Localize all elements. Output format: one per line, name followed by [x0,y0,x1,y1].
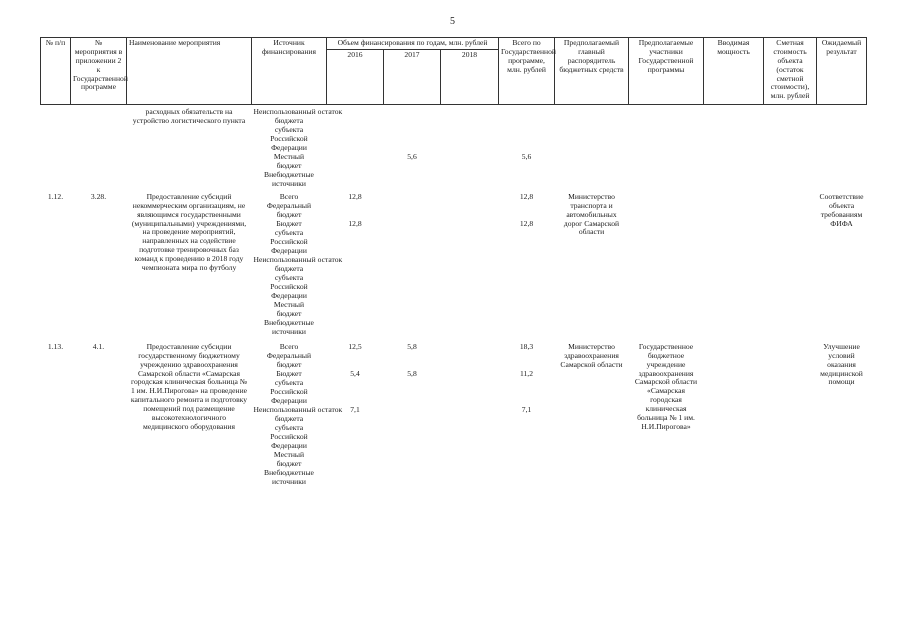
row-total-line [501,126,553,135]
row-2018-line [443,406,497,415]
row-capacity [704,104,764,189]
row-total-line [501,247,553,256]
row-sources-line: Всего [279,341,299,351]
row-2018-line [443,229,497,238]
row-sources [252,337,343,487]
row-total-line: 7,1 [521,404,532,414]
col-header-measure-num: № мероприятия в приложении 2 к Государственной программе [71,38,127,105]
row-2017-line [386,310,439,319]
row-total-line [501,319,553,328]
row-sources-line: бюджет [276,308,302,318]
row-sources-line: Местный [273,299,305,309]
row-2018-line [443,274,497,283]
row-manager: Министерство здравоохранения Самарской области [560,341,623,369]
row-estimate [764,104,817,189]
row-manager [555,104,629,189]
row-2017-line [386,162,439,171]
row-2016-line [329,442,382,451]
row-sources-line: Федеральный [266,200,312,210]
row-2018-line [443,328,497,337]
col-header-volume: Объем финансирования по годам, млн. рублей [327,38,499,50]
row-sources-line: субъекта [274,124,304,134]
row-2017-line [386,415,439,424]
row-estimate [764,337,817,487]
row-2018-line [443,193,497,202]
row-sources [252,104,343,189]
row-sources-line: Федеральный [266,350,312,360]
col-header-2018: 2018 [441,49,499,104]
table-row [41,337,867,487]
row-sources-line: Федерации [271,440,307,450]
row-2016-line [329,117,382,126]
financing-table [40,37,867,487]
row-2017-line [386,478,439,487]
row-2017-line [386,328,439,337]
row-2017-line [386,451,439,460]
row-2017-line [386,424,439,433]
row-2017-line [386,442,439,451]
row-participants [629,104,704,189]
row-measure-num: 4.1. [92,341,105,351]
row-participants: Государственное бюджетное учреждение здравоохранения Самарской области «Самарская городская клиническая больница № 1 им. Н.И.Пирогова» [634,341,698,431]
row-total-line [501,328,553,337]
row-sources-line: Неиспользованный остаток [253,404,343,414]
row-total-line: 11,2 [520,368,534,378]
row-total-line [501,274,553,283]
col-header-source: Источник финансирования [252,38,327,105]
row-2016-line [329,162,382,171]
row-sources-line: Местный [273,449,305,459]
row-2018-line [443,424,497,433]
row-2017 [384,189,441,337]
row-2018-line [443,135,497,144]
row-total-line [501,424,553,433]
row-sources-line: бюджета [274,413,304,423]
row-2017-line [386,406,439,415]
row-sources-line: субъекта [274,422,304,432]
row-num: 1.12. [47,191,64,201]
row-2016-line [329,460,382,469]
row-sources-line: Федерации [271,245,307,255]
row-sources-line: Бюджет [276,368,302,378]
row-2016-line [329,153,382,162]
row-participants [629,189,704,337]
row-total-line [501,117,553,126]
row-2018-line [443,397,497,406]
row-2017-line: 5,8 [407,368,417,378]
row-2018-line [443,292,497,301]
row-2018-line [443,171,497,180]
row-2018-line [443,247,497,256]
row-total-line [501,460,553,469]
col-header-estimate: Сметная стоимость объекта (остаток сметной стоимости), млн. рублей [764,38,817,105]
row-sources-line: Федерации [271,142,307,152]
col-header-manager: Предполагаемый главный распорядитель бюджетных средств [555,38,629,105]
row-2018-line [443,144,497,153]
col-header-name: Наименование мероприятия [127,38,252,105]
row-2018-line [443,220,497,229]
row-2017-line [386,388,439,397]
row-sources-line: Российской [270,133,308,143]
row-total-line [501,265,553,274]
col-header-total: Всего по Государственной программе, млн. рублей [499,38,555,105]
row-2017-line [386,220,439,229]
row-2018-line [443,180,497,189]
row-sources-line: бюджета [274,263,304,273]
row-total-line [501,379,553,388]
row-sources-line: Российской [270,386,308,396]
row-total [499,337,555,487]
row-sources-line: субъекта [274,227,304,237]
row-2016-line [329,229,382,238]
col-header-result: Ожидаемый результат [817,38,867,105]
row-2016-line: 12,8 [348,191,362,201]
row-total-line [501,135,553,144]
row-total-line [501,433,553,442]
row-2017-line [386,117,439,126]
row-measure-num: 3.28. [90,191,107,201]
row-sources-line: Внебюджетные [264,467,314,477]
row-2016-line [329,180,382,189]
table-row [41,104,867,189]
row-2018-line [443,153,497,162]
row-result: Соответствие объекта требованиям ФИФА [819,191,864,228]
row-2018-line [443,310,497,319]
row-name: Предоставление субсидий некоммерческим организациям, не являющимся государственными (муниципальными) учреждениями, на проведение мероприятий, направленных на содействие подготовке тренировочных баз команд к проведению в 2018 году чемпионата мира по футболу [131,191,247,272]
row-sources-line: бюджет [276,160,302,170]
row-2018-line [443,301,497,310]
row-2018 [441,104,499,189]
row-2017-line: 5,8 [407,341,417,351]
row-2016 [327,104,384,189]
row-2017-line [386,247,439,256]
row-total-line [501,238,553,247]
row-2017-line [386,469,439,478]
row-2018-line [443,108,497,117]
row-total-line [501,352,553,361]
row-total-line [501,292,553,301]
row-2018-line [443,361,497,370]
row-result [817,104,867,189]
row-2017-line [386,171,439,180]
row-sources-line: Российской [270,281,308,291]
col-header-2017: 2017 [384,49,441,104]
row-total [499,104,555,189]
header-row [41,38,867,50]
col-header-num: № п/п [41,38,71,105]
row-2017-line [386,211,439,220]
row-total-line [501,283,553,292]
row-2016-line [329,478,382,487]
row-total-line [501,256,553,265]
row-sources-line: Неиспользованный остаток [253,106,343,116]
row-sources-line: Внебюджетные [264,169,314,179]
row-2017-line [386,256,439,265]
row-sources-line: Всего [279,191,299,201]
row-2018-line [443,451,497,460]
row-2018-line [443,265,497,274]
row-2018-line [443,238,497,247]
row-2017-line [386,397,439,406]
row-2016-line [329,265,382,274]
row-2017 [384,337,441,487]
row-sources-line: субъекта [274,272,304,282]
row-2018-line [443,211,497,220]
row-2016-line: 12,5 [348,341,362,351]
row-2016-line [329,283,382,292]
page-number: 5 [450,16,455,27]
row-2018-line [443,352,497,361]
row-2018-line [443,433,497,442]
row-2017-line [386,202,439,211]
row-2017-line [386,283,439,292]
row-sources-line: бюджета [274,115,304,125]
row-2016-line [329,301,382,310]
row-2017-line [386,460,439,469]
row-total-line: 18,3 [519,341,534,351]
row-2018-line [443,117,497,126]
row-sources-line: Неиспользованный остаток [253,254,343,264]
row-2017-line [386,319,439,328]
row-2016-line [329,202,382,211]
row-total-line [501,162,553,171]
row-total-line: 5,6 [521,151,532,161]
row-total-line [501,469,553,478]
row-2016-line [329,274,382,283]
row-2016-line [329,433,382,442]
row-2016-line [329,352,382,361]
row-2017-line: 5,6 [407,151,417,161]
row-2016-line: 5,4 [350,368,360,378]
row-sources-line: субъекта [274,377,304,387]
row-sources-line: источники [272,326,306,336]
row-2017-line [386,238,439,247]
row-2017-line [386,274,439,283]
row-2016-line [329,451,382,460]
row-2018-line [443,319,497,328]
row-2018 [441,337,499,487]
row-2016-line [329,126,382,135]
row-2018-line [443,415,497,424]
col-header-participants: Предполагаемые участники Государственной программы [629,38,704,105]
row-2018-line [443,379,497,388]
row-total-line [501,415,553,424]
row-2016-line [329,144,382,153]
row-2018-line [443,442,497,451]
row-2016-line: 12,8 [348,218,362,228]
row-2017-line [386,433,439,442]
row-manager: Министерство транспорта и автомобильных дорог Самарской области [563,191,620,237]
row-2017-line [386,135,439,144]
row-sources-line: Бюджет [276,218,302,228]
row-sources-line: Российской [270,236,308,246]
row-sources-line: Федерации [271,395,307,405]
row-2017-line [386,193,439,202]
row-2018-line [443,126,497,135]
row-name: Предоставление субсидии государственному бюджетному учреждению здравоохранения Самарской области «Самарская городская клиническая больница № 1 им. Н.И.Пирогова» на проведение капитального ремонта и подготовку помещений под размещение высокотехнологичного медицинского оборудования [130,341,248,431]
row-2016-line [329,328,382,337]
row-total-line: 12,8 [519,191,534,201]
row-total-line: 12,8 [519,218,534,228]
row-total-line [501,108,553,117]
row-2016-line: 7,1 [350,404,360,414]
row-2018-line [443,283,497,292]
row-2016-line [329,135,382,144]
row-2018 [441,189,499,337]
col-header-capacity: Вводимая мощность [704,38,764,105]
row-sources-line: бюджет [276,209,302,219]
row-total-line [501,442,553,451]
row-total-line [501,229,553,238]
row-2016-line [329,292,382,301]
row-num [41,104,71,189]
row-2017-line [386,108,439,117]
row-2018-line [443,343,497,352]
row-2018-line [443,478,497,487]
table-row [41,189,867,337]
row-capacity [704,337,764,487]
row-2016-line [329,171,382,180]
row-total [499,189,555,337]
row-total-line [501,180,553,189]
row-2017-line [386,229,439,238]
row-2018-line [443,256,497,265]
row-total-line [501,301,553,310]
row-2016-line [329,319,382,328]
col-header-2016: 2016 [327,49,384,104]
row-sources [252,189,343,337]
row-2016-line [329,238,382,247]
row-2016-line [329,424,382,433]
row-total-line [501,388,553,397]
row-2016-line [329,469,382,478]
row-sources-line: Внебюджетные [264,317,314,327]
row-sources-line: Федерации [271,290,307,300]
row-total-line [501,478,553,487]
row-sources-line: бюджет [276,359,302,369]
row-capacity [704,189,764,337]
row-total-line [501,202,553,211]
row-2018-line [443,469,497,478]
row-measure-num [71,104,127,189]
row-sources-line: источники [272,178,306,188]
row-sources-line: бюджет [276,458,302,468]
row-result: Улучшение условий оказания медицинской помощи [820,341,863,387]
row-2016-line [329,388,382,397]
row-num: 1.13. [47,341,64,351]
row-2016-line [329,310,382,319]
row-2018-line [443,460,497,469]
row-sources-line: источники [272,476,306,486]
row-total-line [501,451,553,460]
row-2016-line [329,379,382,388]
row-name: расходных обязательств на устройство логистического пункта [132,106,246,125]
row-2018-line [443,388,497,397]
row-2017 [384,104,441,189]
row-2018-line [443,202,497,211]
row-2018-line [443,162,497,171]
row-sources-line: Российской [270,431,308,441]
row-2016-line [329,415,382,424]
row-total-line [501,171,553,180]
row-2017-line [386,352,439,361]
row-2018-line [443,370,497,379]
row-2017-line [386,126,439,135]
row-2017-line [386,292,439,301]
row-2017-line [386,379,439,388]
row-2017-line [386,301,439,310]
row-2017-line [386,265,439,274]
row-2017-line [386,180,439,189]
row-sources-line: Местный [273,151,305,161]
row-total-line [501,310,553,319]
row-estimate [764,189,817,337]
